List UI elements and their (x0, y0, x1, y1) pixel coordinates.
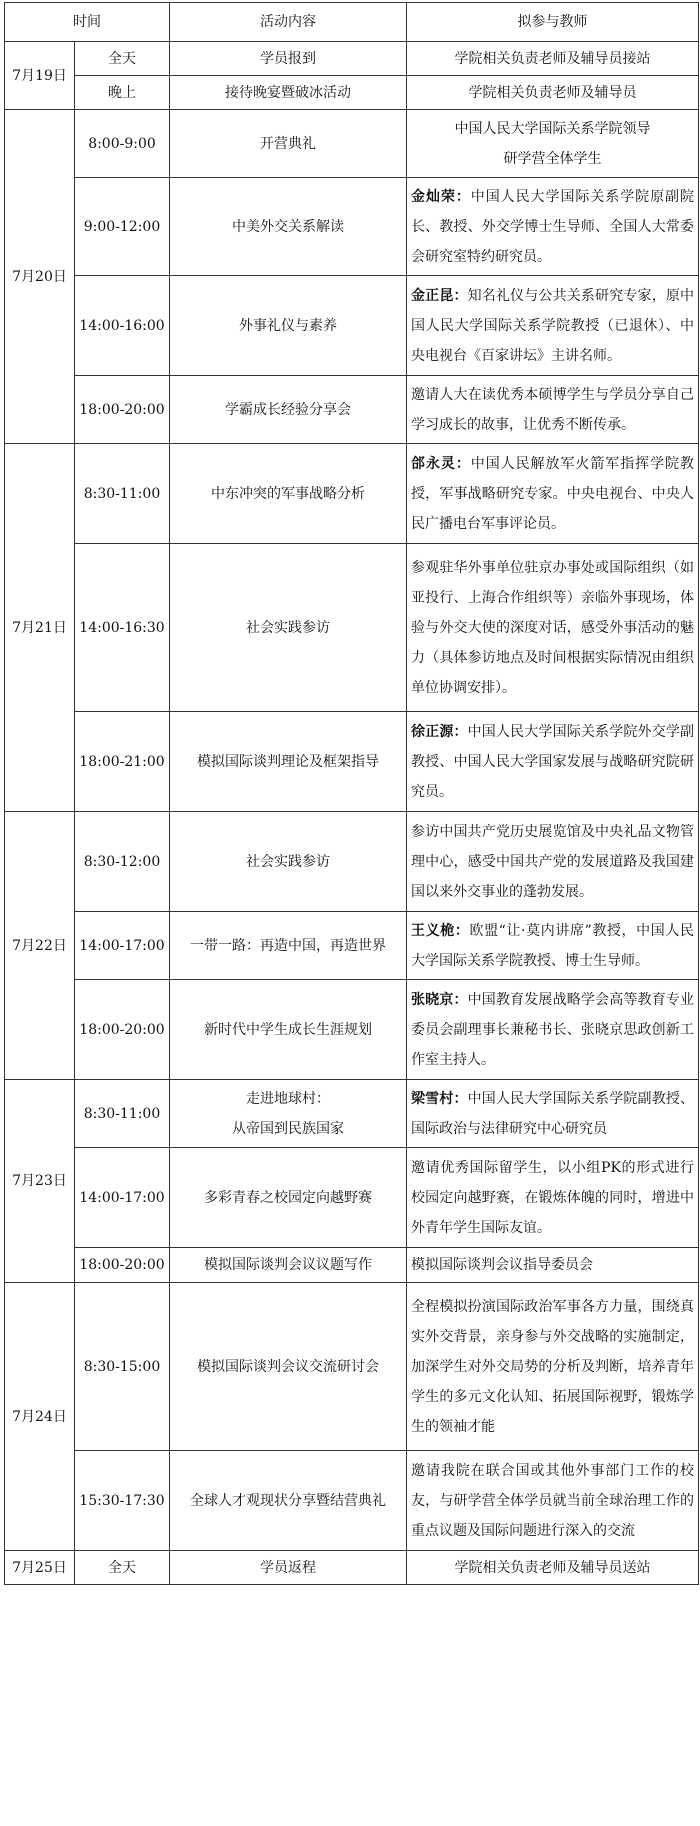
table-row (5, 1283, 699, 1451)
date-cell: 7月21日 (5, 444, 75, 812)
participants-cell: 全程模拟扮演国际政治军事各方力量，围绕真实外交背景，亲身参与外交战略的实施制定，加深学生对外交局势的分析及判断，培养青年学生的多元文化认知、拓展国际视野，锻炼学生的领袖才能 (407, 1283, 699, 1451)
teacher-name: 金灿荣： (411, 188, 471, 205)
time-cell: 18:00-20:00 (75, 376, 170, 444)
table-row (5, 110, 699, 178)
participants-cell: 邀请人大在读优秀本硕博学生与学员分享自己学习成长的故事，让优秀不断传承。 (407, 376, 699, 444)
date-cell: 7月19日 (5, 42, 75, 110)
teacher-name: 张晓京： (411, 991, 468, 1008)
table-row (5, 1551, 699, 1585)
participants-cell (407, 444, 699, 544)
participants-cell (407, 912, 699, 980)
time-cell: 14:00-17:00 (75, 912, 170, 980)
date-cell: 7月24日 (5, 1283, 75, 1551)
participants-line: 研学营全体学生 (503, 150, 602, 167)
participants-cell: 参观驻华外事单位驻京办事处或国际组织（如亚投行、上海合作组织等）亲临外事现场，体验与外交大使的深度对话，感受外事活动的魅力（具体参访地点及时间根据实际情况由组织单位协调安排）。 (407, 544, 699, 712)
time-cell: 15:30-17:30 (75, 1451, 170, 1551)
participants-cell: 学院相关负责老师及辅导员送站 (407, 1551, 699, 1585)
table-row (5, 912, 699, 980)
activity-cell: 外事礼仪与素养 (170, 276, 407, 376)
participants-cell (407, 178, 699, 276)
participants-cell: 学院相关负责老师及辅导员接站 (407, 42, 699, 76)
teacher-name: 徐正源： (411, 723, 468, 740)
participants-cell: 学院相关负责老师及辅导员 (407, 76, 699, 110)
table-row (5, 42, 699, 76)
teacher-name: 王义桅： (411, 922, 470, 939)
table-row (5, 812, 699, 912)
table-row (5, 712, 699, 812)
teacher-bio: 中国人民大学国际关系学院外交学副教授、中国人民大学国家发展与战略研究院研究员。 (411, 723, 695, 800)
time-cell: 8:30-15:00 (75, 1283, 170, 1451)
date-cell: 7月25日 (5, 1551, 75, 1585)
header-participants: 拟参与教师 (407, 3, 699, 42)
activity-cell: 开营典礼 (170, 110, 407, 178)
activity-cell: 新时代中学生成长生涯规划 (170, 980, 407, 1080)
time-cell: 全天 (75, 1551, 170, 1585)
time-cell: 18:00-20:00 (75, 1248, 170, 1283)
table-row (5, 276, 699, 376)
time-cell: 18:00-21:00 (75, 712, 170, 812)
activity-cell: 模拟国际谈判会议议题写作 (170, 1248, 407, 1283)
time-cell: 18:00-20:00 (75, 980, 170, 1080)
activity-cell: 社会实践参访 (170, 812, 407, 912)
activity-cell: 模拟国际谈判理论及框架指导 (170, 712, 407, 812)
activity-cell: 中东冲突的军事战略分析 (170, 444, 407, 544)
teacher-name: 梁雪村： (411, 1090, 468, 1107)
teacher-bio: 中国人民大学国际关系学院副教授、国际政治与法律研究中心研究员 (411, 1090, 695, 1137)
activity-cell: 接待晚宴暨破冰活动 (170, 76, 407, 110)
teacher-bio: 知名礼仪与公共关系研究专家，原中国人民大学国际关系学院教授（已退休）、中央电视台《百家讲坛》主讲名师。 (411, 287, 695, 364)
table-row (5, 444, 699, 544)
time-cell: 14:00-16:30 (75, 544, 170, 712)
teacher-name: 郃永灵： (411, 455, 471, 472)
participants-cell (407, 1080, 699, 1148)
participants-cell (407, 276, 699, 376)
teacher-bio: 中国人民解放军火箭军指挥学院教授，军事战略研究专家。中央电视台、中央人民广播电台军事评论员。 (411, 455, 695, 532)
table-row (5, 980, 699, 1080)
table-row (5, 1451, 699, 1551)
table-row (5, 376, 699, 444)
teacher-bio: 中国教育发展战略学会高等教育专业委员会副理事长兼秘书长、张晓京思政创新工作室主持人。 (411, 991, 695, 1068)
participants-cell: 参访中国共产党历史展览馆及中央礼品文物管理中心，感受中国共产党的发展道路及我国建国以来外交事业的蓬勃发展。 (407, 812, 699, 912)
time-cell: 全天 (75, 42, 170, 76)
participants-cell (407, 712, 699, 812)
activity-cell: 学霸成长经验分享会 (170, 376, 407, 444)
activity-cell: 中美外交关系解读 (170, 178, 407, 276)
participants-cell: 邀请我院在联合国或其他外事部门工作的校友，与研学营全体学员就当前全球治理工作的重点议题及国际问题进行深入的交流 (407, 1451, 699, 1551)
teacher-name: 金正昆： (411, 287, 468, 304)
table-row (5, 178, 699, 276)
time-cell: 8:00-9:00 (75, 110, 170, 178)
schedule-table (4, 2, 699, 1585)
table-header-row (5, 3, 699, 42)
date-cell: 7月20日 (5, 110, 75, 444)
time-cell: 晚上 (75, 76, 170, 110)
activity-line: 从帝国到民族国家 (232, 1120, 344, 1137)
header-activity: 活动内容 (170, 3, 407, 42)
participants-cell (407, 110, 699, 178)
activity-cell: 社会实践参访 (170, 544, 407, 712)
time-cell: 14:00-16:00 (75, 276, 170, 376)
activity-cell: 模拟国际谈判会议交流研讨会 (170, 1283, 407, 1451)
activity-cell: 学员报到 (170, 42, 407, 76)
date-cell: 7月23日 (5, 1080, 75, 1283)
participants-line: 中国人民大学国际关系学院领导 (454, 120, 651, 137)
teacher-bio: 中国人民大学国际关系学院原副院长、教授、外交学博士生导师、全国人大常委会研究室特约研究员。 (411, 188, 695, 265)
participants-cell: 模拟国际谈判会议指导委员会 (407, 1248, 699, 1283)
participants-cell: 邀请优秀国际留学生，以小组PK的形式进行校园定向越野赛，在锻炼体魄的同时，增进中外青年学生国际友谊。 (407, 1148, 699, 1248)
header-time: 时间 (5, 3, 170, 42)
activity-cell: 一带一路：再造中国，再造世界 (170, 912, 407, 980)
time-cell: 8:30-11:00 (75, 444, 170, 544)
activity-line: 走进地球村： (246, 1090, 330, 1107)
table-row (5, 1248, 699, 1283)
table-row (5, 544, 699, 712)
activity-cell: 全球人才观现状分享暨结营典礼 (170, 1451, 407, 1551)
table-row (5, 1080, 699, 1148)
activity-cell (170, 1080, 407, 1148)
date-cell: 7月22日 (5, 812, 75, 1080)
participants-cell (407, 980, 699, 1080)
table-row (5, 1148, 699, 1248)
teacher-bio: 欧盟“让·莫内讲席”教授，中国人民大学国际关系学院教授、博士生导师。 (411, 922, 695, 969)
table-row (5, 76, 699, 110)
time-cell: 9:00-12:00 (75, 178, 170, 276)
time-cell: 8:30-12:00 (75, 812, 170, 912)
activity-cell: 学员返程 (170, 1551, 407, 1585)
activity-cell: 多彩青春之校园定向越野赛 (170, 1148, 407, 1248)
time-cell: 8:30-11:00 (75, 1080, 170, 1148)
time-cell: 14:00-17:00 (75, 1148, 170, 1248)
